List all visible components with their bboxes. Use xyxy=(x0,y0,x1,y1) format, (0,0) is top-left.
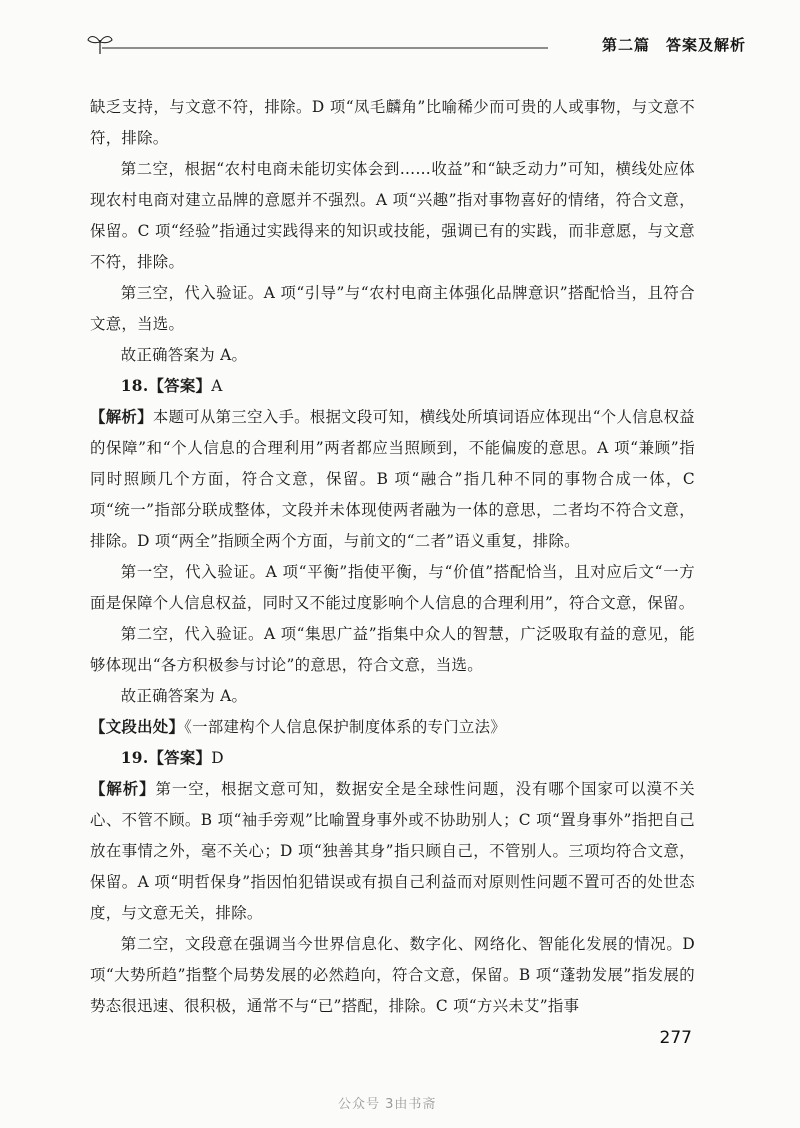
watermark: 公众号 3由书斋 xyxy=(338,1097,437,1112)
paragraph: 第二空，代入验证。A 项“集思广益”指集中众人的智慧，广泛吸取有益的意见，能够体现出“各方积极参与讨论”的意思，符合文意，当选。 xyxy=(90,625,695,674)
conclusion: 故正确答案为 A。 xyxy=(120,346,248,364)
paragraph: 缺乏支持，与文意不符，排除。D 项“凤毛麟角”比喻稀少而可贵的人或事物，与文意不符，排除。 xyxy=(90,98,695,147)
paragraph: 第二空，根据“农村电商未能切实体会到……收益”和“缺乏动力”可知，横线处应体现农村电商对建立品牌的意愿并不强烈。A 项“兴趣”指对事物喜好的情绪，符合文意，保留。C 项“经验”指通过实践得来的知识或技能，强调已有的实践，而非意愿，与文意不符，排除。 xyxy=(90,160,695,271)
page-number: 277 xyxy=(659,1028,692,1048)
section-title: 第二篇 答案及解析 xyxy=(601,36,746,54)
sprout-ornament-icon xyxy=(86,30,556,60)
paragraph: 第二空，文段意在强调当今世界信息化、数字化、网络化、智能化发展的情况。D 项“大势所趋”指整个局势发展的必然趋向，符合文意，保留。B 项“蓬勃发展”指发展的势态很迅速、很积极，通常不与“已”搭配，排除。C 项“方兴未艾”指事 xyxy=(90,935,695,1015)
analysis-paragraph: 【解析】本题可从第三空入手。根据文段可知，横线处所填词语应体现出“个人信息权益的保障”和“个人信息的合理利用”两者都应当照顾到，不能偏废的意思。A 项“兼顾”指同时照顾几个方面，符合文意，保留。B 项“融合”指几种不同的事物合成一体，C 项“统一”指部分联成整体，文段并未体现使两者融为一体的意思，二者均不符合文意，排除。D 项“两全”指顾全两个方面，与前文的“二者”语义重复，排除。 xyxy=(90,408,695,550)
paragraph: 第一空，代入验证。A 项“平衡”指使平衡，与“价值”搭配恰当，且对应后文“一方面是保障个人信息权益，同时又不能过度影响个人信息的合理利用”，符合文意，保留。 xyxy=(90,563,695,612)
source-line: 【文段出处】《一部建构个人信息保护制度体系的专门立法》 xyxy=(90,718,506,736)
paragraph: 第三空，代入验证。A 项“引导”与“农村电商主体强化品牌意识”搭配恰当，且符合文意，当选。 xyxy=(90,284,695,333)
page-header xyxy=(86,30,746,60)
conclusion: 故正确答案为 A。 xyxy=(120,687,248,705)
answer-line-18: 18.【答案】A xyxy=(120,377,223,395)
analysis-paragraph: 【解析】第一空，根据文意可知，数据安全是全球性问题，没有哪个国家可以漠不关心、不管不顾。B 项“袖手旁观”比喻置身事外或不协助别人；C 项“置身事外”指把自己放在事情之外，毫不关心；D 项“独善其身”指只顾自己，不管别人。三项均符合文意，保留。A 项“明哲保身”指因怕犯错误或有损自己利益而对原则性问题不置可否的处世态度，与文意无关，排除。 xyxy=(90,780,695,922)
answer-line-19: 19.【答案】D xyxy=(120,749,224,767)
answer-explanation-body xyxy=(90,92,695,1022)
